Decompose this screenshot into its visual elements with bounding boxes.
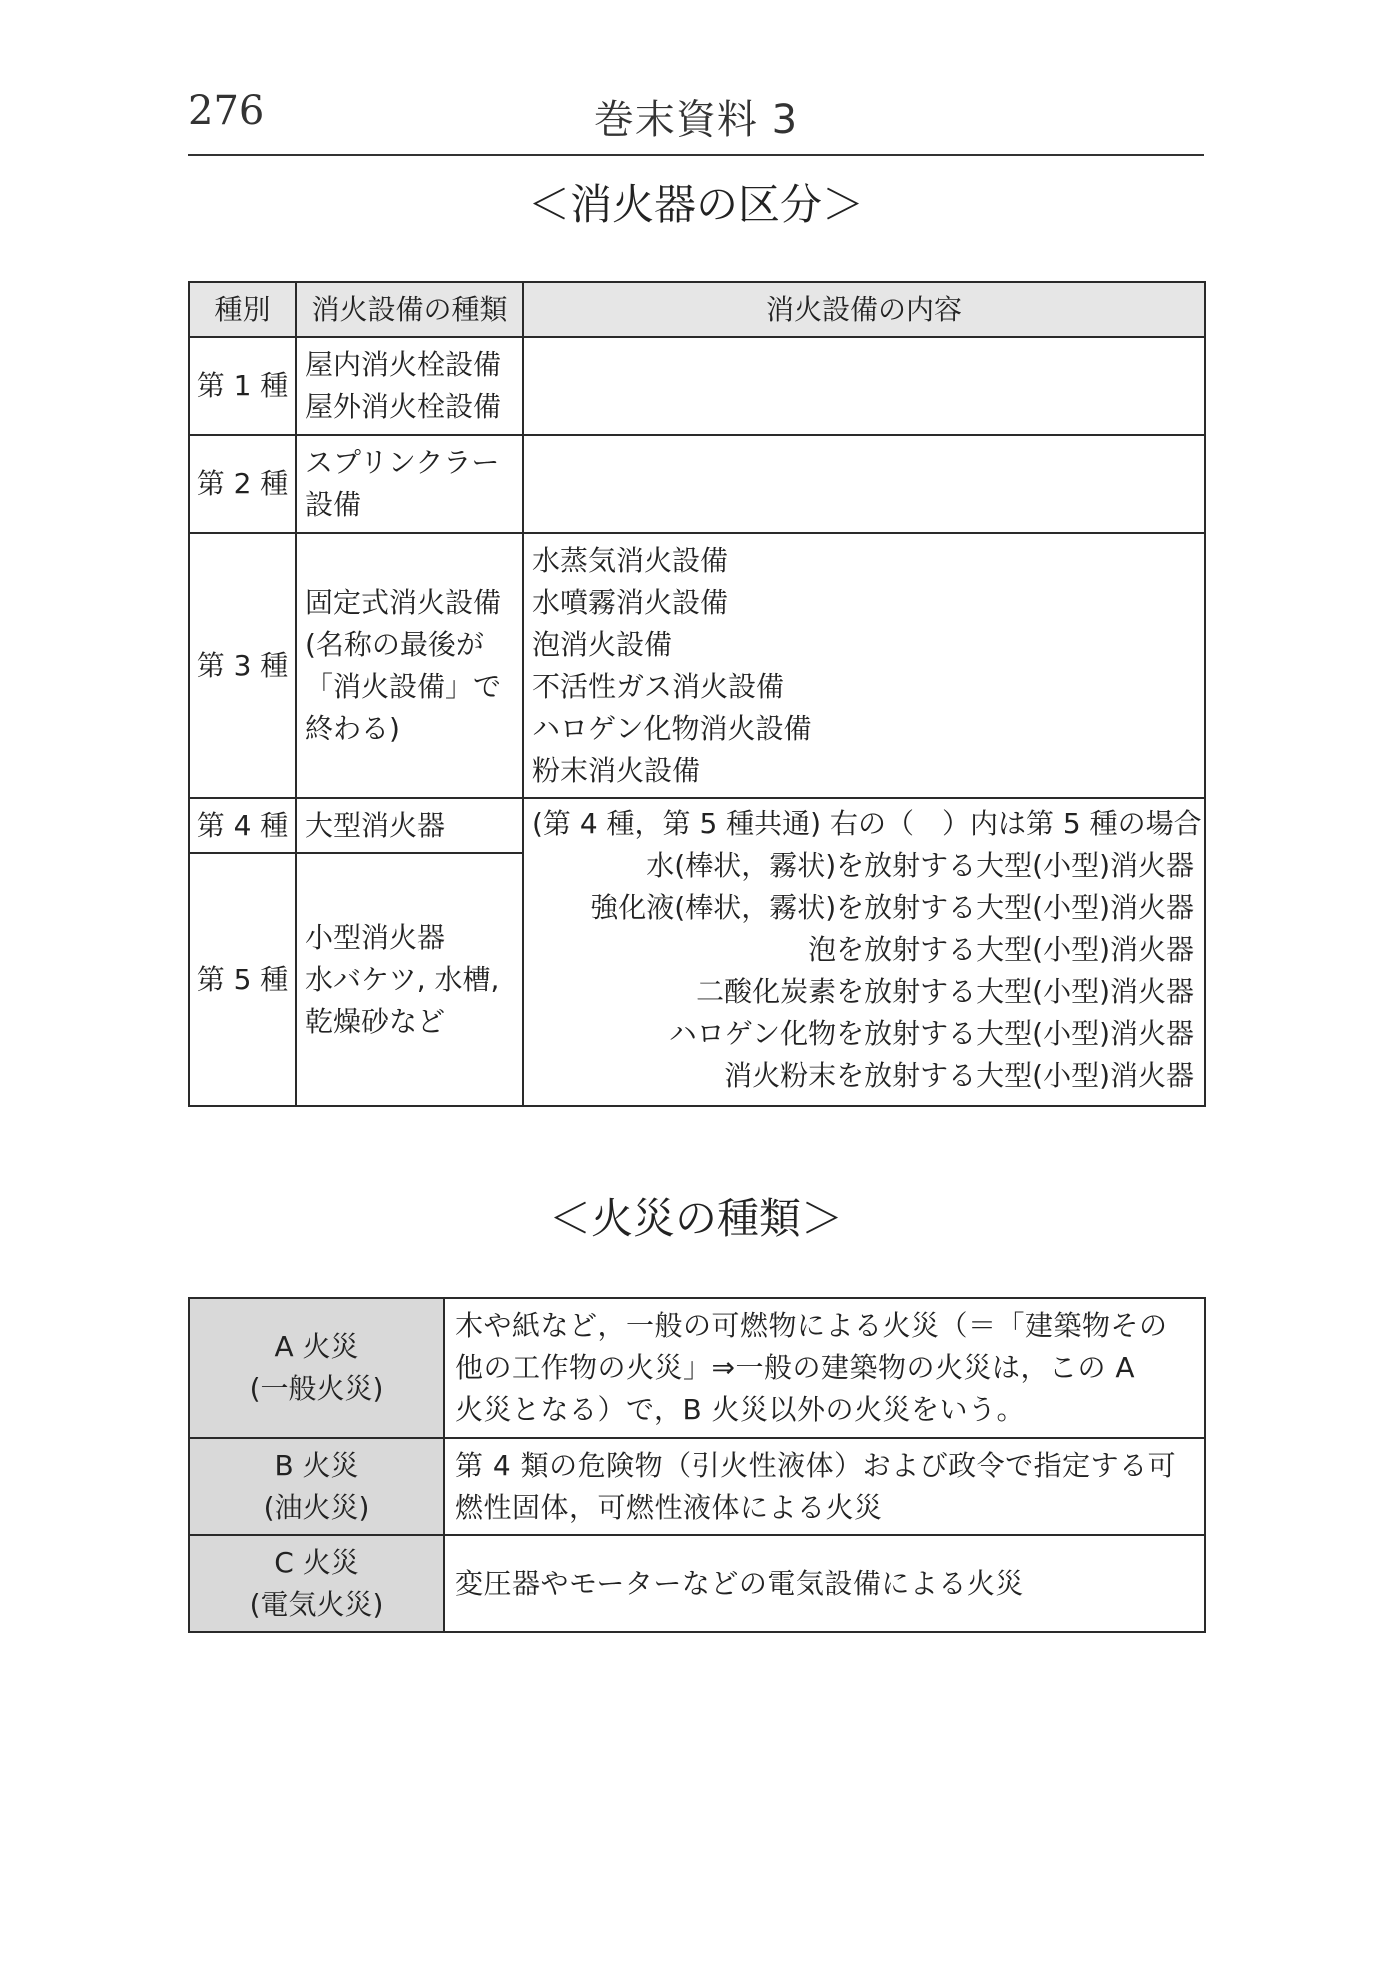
description-line: 火災となる）で，B 火災以外の火災をいう。 [455, 1393, 1026, 1426]
types-cell [296, 533, 523, 798]
extinguisher-classification-table [188, 281, 1206, 1107]
table-row [189, 798, 1205, 853]
page-header [188, 82, 1204, 156]
fire-description-cell [444, 1298, 1205, 1438]
types-cell [296, 435, 523, 533]
type-line: 固定式消火設備 [305, 585, 502, 619]
category-cell: 第 5 種 [189, 853, 296, 1106]
type-line: 「消火設備」で [305, 669, 502, 703]
types-cell [296, 798, 523, 853]
shared-contents-cell [523, 798, 1205, 1106]
table-row [189, 1438, 1205, 1535]
fire-type-label: B 火災 [274, 1448, 359, 1482]
description-line: 木や紙など，一般の可燃物による火災（＝「建築物その [455, 1309, 1168, 1342]
fire-type-alias: (油火災) [263, 1490, 370, 1524]
type-line: 水バケツ, 水槽, [305, 962, 500, 996]
category-cell: 第 2 種 [189, 435, 296, 533]
table-row [189, 337, 1205, 435]
content-line: 消火粉末を放射する大型(小型)消火器 [724, 1059, 1194, 1092]
description-line: 燃性固体，可燃性液体による火災 [455, 1490, 883, 1524]
content-line: ハロゲン化物を放射する大型(小型)消火器 [668, 1017, 1194, 1050]
fire-types-table [188, 1297, 1206, 1633]
extinguisher-classification-title: ＜消火器の区分＞ [527, 180, 864, 229]
contents-cell [523, 435, 1205, 533]
type-line: 乾燥砂など [305, 1004, 446, 1038]
fire-description-cell [444, 1438, 1205, 1535]
fire-type-cell [189, 1298, 444, 1438]
header-equipment-content: 消火設備の内容 [523, 282, 1205, 337]
content-line: 水(棒状，霧状)を放射する大型(小型)消火器 [646, 849, 1194, 882]
content-line: 水噴霧消火設備 [532, 585, 729, 619]
fire-type-label: A 火災 [274, 1330, 359, 1363]
content-line: ハロゲン化物消火設備 [532, 711, 812, 745]
category-cell: 第 1 種 [189, 337, 296, 435]
contents-cell [523, 337, 1205, 435]
running-title: 巻末資料 3 [593, 97, 799, 143]
description-line: 他の工作物の火災」⇒一般の建築物の火災は，この A [455, 1351, 1136, 1384]
fire-type-alias: (電気火災) [249, 1587, 384, 1621]
type-line: 終わる) [305, 711, 400, 745]
content-line: 泡を放射する大型(小型)消火器 [808, 933, 1194, 966]
content-line: 強化液(棒状，霧状)を放射する大型(小型)消火器 [590, 891, 1194, 924]
content-line: 泡消火設備 [532, 627, 673, 661]
type-line: 設備 [305, 488, 362, 521]
page-number: 276 [188, 88, 265, 134]
fire-description-cell [444, 1535, 1205, 1632]
contents-cell [523, 533, 1205, 798]
description-line: 変圧器やモーターなどの電気設備による火災 [455, 1566, 1024, 1600]
category-cell: 第 4 種 [189, 798, 296, 853]
table-header-row [189, 282, 1205, 337]
type-line: (名称の最後が [305, 627, 484, 661]
content-line: 不活性ガス消火設備 [532, 669, 785, 703]
fire-type-cell [189, 1535, 444, 1632]
type-line: 屋内消火栓設備 [305, 348, 502, 381]
table-row [189, 1535, 1205, 1632]
fire-type-alias: (一般火災) [249, 1372, 384, 1405]
type-line: 小型消火器 [305, 920, 446, 954]
description-line: 第 4 類の危険物（引火性液体）および政令で指定する可 [455, 1448, 1177, 1482]
types-cell [296, 853, 523, 1106]
table-row [189, 435, 1205, 533]
type-line: スプリンクラー [305, 446, 500, 479]
content-line: 粉末消火設備 [532, 753, 701, 787]
fire-type-label: C 火災 [274, 1545, 359, 1579]
type-line: 大型消火器 [305, 808, 446, 842]
header-category: 種別 [189, 282, 296, 337]
header-equipment-type: 消火設備の種類 [296, 282, 523, 337]
shared-note: (第 4 種，第 5 種共通) 右の（ ）内は第 5 種の場合 [532, 807, 1202, 840]
table-row [189, 1298, 1205, 1438]
category-cell: 第 3 種 [189, 533, 296, 798]
fire-type-cell [189, 1438, 444, 1535]
content-line: 二酸化炭素を放射する大型(小型)消火器 [696, 975, 1194, 1008]
table-row [189, 533, 1205, 798]
types-cell [296, 337, 523, 435]
content-line: 水蒸気消火設備 [532, 543, 729, 577]
fire-types-title: ＜火災の種類＞ [548, 1194, 843, 1243]
type-line: 屋外消火栓設備 [305, 390, 502, 423]
